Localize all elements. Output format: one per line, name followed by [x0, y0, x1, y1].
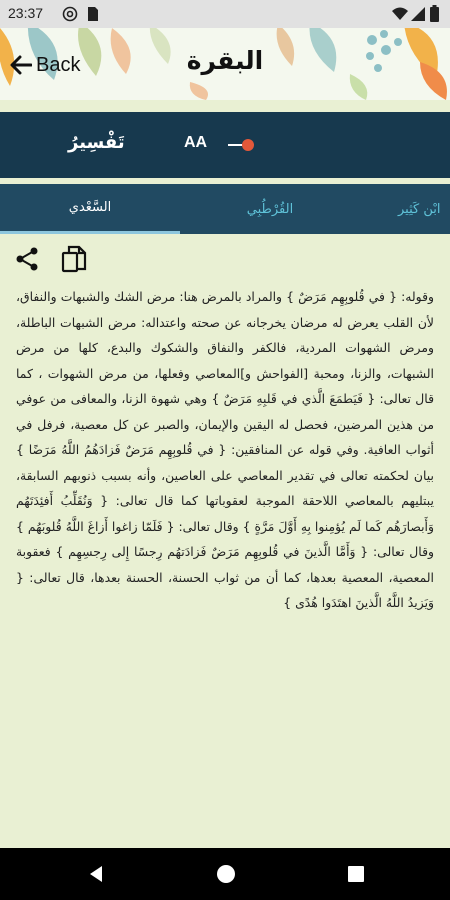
share-button[interactable] [12, 244, 42, 274]
status-bar [0, 0, 450, 28]
tafsir-toolbar [0, 112, 450, 178]
nav-home-icon[interactable] [216, 864, 236, 884]
system-nav-bar [0, 848, 450, 900]
slider-knob[interactable] [242, 139, 254, 151]
back-label: Back [36, 53, 81, 76]
signal-icon [411, 7, 425, 21]
battery-icon [430, 5, 439, 22]
tafsir-label: تَفْسِيرُ [68, 132, 125, 153]
surah-title: البقرة [186, 46, 264, 75]
tab-ibn-kathir[interactable]: ابْن كَثِير [398, 201, 441, 217]
tafsir-tabs [0, 184, 450, 234]
status-time: 23:37 [8, 5, 44, 21]
at-sign-icon [62, 6, 78, 22]
header [0, 28, 450, 100]
nav-recents-icon[interactable] [346, 864, 366, 884]
tafsir-text: وقوله: { في قُلوبِهِم مَرَضٌ } والمراد بالمرض هنا: مرض الشك والشبهات والنفاق، لأن القلب يعرض له مرضان يخرجانه عن صحته واعتداله: مرض الشبهات الباطلة، ومرض الشهوات المردية، فالكفر والنفاق والشكوك والبدع، كلها من مرض الشبهات، والزنا، ومحبة [الفواحش و]المعاصي وفعلها، من مرض الشهوات ، كما قال تعالى: { فَيَطمَعَ الَّذي في قَلبِهِ مَرَضٌ } وهي شهوة الزنا، والمعافى من عوفي من هذين المرضين، فحصل له اليقين والإيمان، والصبر عن كل معصية، فرفل في أثواب العافية. وفي قوله عن المنافقين: { في قُلوبِهِم مَرَضٌ فَزادَهُمُ اللَّهُ مَرَضًا } بيان لحكمته تعالى في تقدير المعاصي على العاصين، وأنه بسبب ذنوبهم السابقة، يبتليهم بالمعاصي اللاحقة الموجبة لعقوباتها كما قال تعالى: { وَنُقَلِّبُ أَفئِدَتَهُم وَأَبصارَهُم كَما لَم يُؤمِنوا بِهِ أَوَّلَ مَرَّةٍ } وقال تعالى: { فَلَمّا زاغوا أَزاغَ اللَّهُ قُلوبَهُم } وقال تعالى: { وَأَمَّا الَّذينَ في قُلوبِهِم مَرَضٌ فَزادَتهُم رِجسًا إِلى رِجسِهِم } فعقوبة المعصية، المعصية بعدها، كما أن من ثواب الحسنة، الحسنة بعدها، قال تعالى: { وَيَزيدُ اللَّهُ الَّذينَ اهتَدَوا هُدًى } [16, 289, 434, 610]
copy-button[interactable] [60, 244, 90, 274]
action-bar [12, 244, 90, 274]
tab-qurtubi[interactable]: القُرْطُبِي [246, 201, 294, 217]
nav-back-icon[interactable] [86, 864, 106, 884]
wifi-icon [392, 7, 408, 21]
font-size-label: AA [184, 134, 208, 151]
tab-saadi[interactable]: السَّعْدي [0, 184, 180, 234]
sim-card-icon [86, 6, 100, 22]
share-icon [14, 246, 40, 272]
copy-icon [61, 245, 89, 273]
font-size-slider[interactable] [228, 143, 252, 147]
